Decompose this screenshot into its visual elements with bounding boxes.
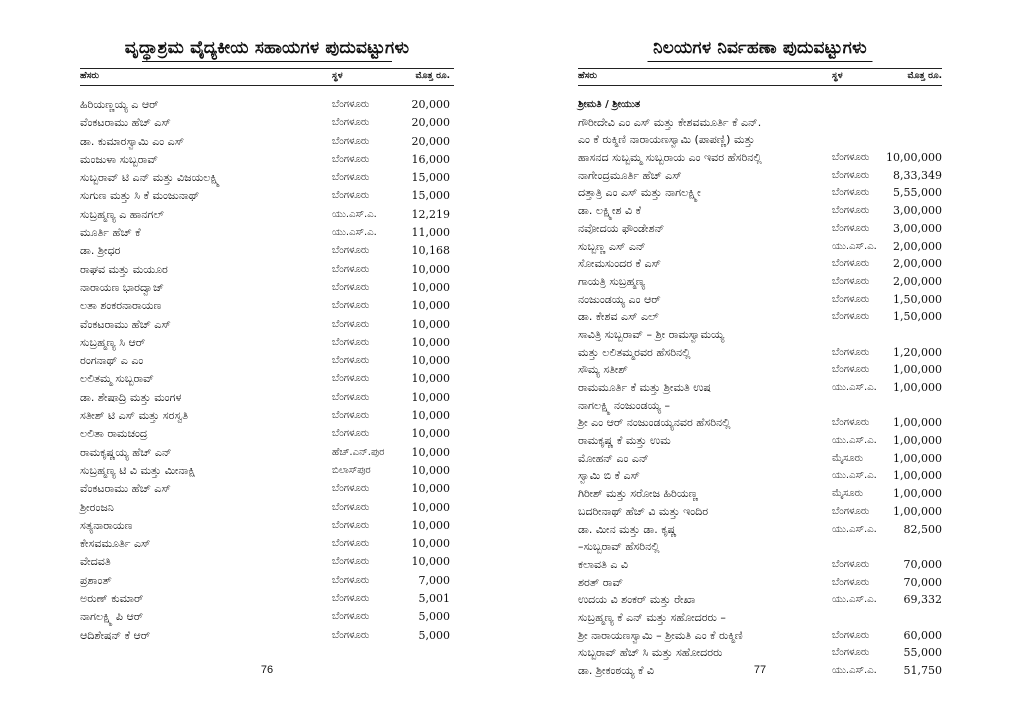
donation-amount: 15,000	[411, 171, 450, 185]
table-row	[578, 450, 942, 468]
donor-name: ಮೋಹನ್ ಎಂ ಎನ್	[578, 451, 649, 465]
donor-place: ಬೆಂಗಳೂರು	[832, 222, 870, 234]
table-row	[578, 184, 942, 202]
table-row	[80, 316, 454, 334]
donation-amount: 69,332	[903, 593, 942, 607]
donor-place: ಯು.ಎಸ್.ಎ.	[832, 470, 877, 482]
donor-name: ಆದಿಶೇಷನ್ ಕೆ ಆರ್	[80, 628, 151, 642]
donor-place: ಬೆಂಗಳೂರು	[332, 483, 370, 495]
header-place: ಸ್ಥಳ	[332, 71, 343, 81]
donor-place: ಯು.ಎಸ್.ಎ.	[832, 382, 877, 393]
table-row	[80, 480, 454, 498]
table-row	[80, 517, 454, 535]
donor-name: ಉದಯ ವಿ ಶಂಕರ್ ಮತ್ತು ರೇಖಾ	[578, 593, 696, 607]
donor-name: ಮಂಜುಳಾ ಸುಬ್ಬರಾವ್	[80, 152, 158, 166]
donation-amount: 1,50,000	[893, 310, 942, 324]
table-row	[80, 553, 454, 571]
table-row	[80, 535, 454, 553]
donation-amount: 10,000	[411, 409, 450, 423]
donor-name: ಡಾ. ಕುಮಾರಸ್ವಾಮಿ ಎಂ ಎಸ್	[80, 134, 185, 148]
donor-place: ಬೆಂಗಳೂರು	[332, 410, 370, 422]
donation-amount: 12,219	[411, 207, 450, 221]
donation-amount: 51,750	[903, 664, 942, 677]
donation-amount: 70,000	[903, 557, 942, 571]
donor-name: ಕಲಾವತಿ ಎ ವಿ	[578, 557, 629, 571]
donation-amount: 2,00,000	[893, 239, 942, 253]
donor-place: ಬೆಂಗಳೂರು	[332, 318, 370, 330]
donation-amount: 10,000	[411, 262, 450, 276]
donor-place: ಬೆಂಗಳೂರು	[832, 258, 870, 270]
table-row	[578, 220, 942, 238]
table-row	[578, 167, 942, 185]
donor-name: ಶ್ರೀರಂಜನಿ	[80, 500, 114, 514]
donation-amount: 10,000	[411, 445, 450, 459]
donation-amount: 20,000	[411, 134, 450, 148]
donor-place: ಬೆಂಗಳೂರು	[332, 593, 370, 605]
donor-place: ಬೆಂಗಳೂರು	[832, 293, 870, 305]
donation-amount: 10,000	[411, 317, 450, 331]
donor-place: ಬೆಂಗಳೂರು	[832, 187, 870, 199]
donation-amount: 1,00,000	[893, 487, 942, 501]
donor-place: ಬೆಂಗಳೂರು	[332, 355, 370, 367]
donor-place: ಬೆಂಗಳೂರು	[832, 576, 870, 588]
donation-amount: 5,55,000	[893, 186, 942, 200]
table-row	[578, 326, 942, 344]
donor-name: ಗಿರೀಶ್ ಮತ್ತು ಸರೋಜ ಹಿರಿಯಣ್ಣ	[578, 487, 698, 501]
donor-name: ನಾಗಲಕ್ಷ್ಮಿ ನಂಜುಂಡಯ್ಯ –	[578, 398, 670, 412]
donor-name: ಸತೀಶ್ ಟಿ ಎಸ್ ಮತ್ತು ಸರಸ್ವತಿ	[80, 409, 189, 423]
donor-place: ಬೆಂಗಳೂರು	[332, 117, 370, 129]
donor-place: ಬೆಂಗಳೂರು	[832, 417, 870, 429]
donation-amount: 1,00,000	[893, 469, 942, 483]
table-row	[80, 444, 454, 462]
table-row	[80, 370, 454, 388]
donor-place: ಬೆಂಗಳೂರು	[832, 505, 870, 517]
donor-name: ಶ್ರೀ ನಾರಾಯಣಸ್ವಾಮಿ – ಶ್ರೀಮತಿ ಎಂ ಕೆ ರುಕ್ಮಿಣಿ	[578, 628, 743, 642]
donation-amount: 20,000	[411, 98, 450, 111]
donor-place: ಬೆಂಗಳೂರು	[332, 190, 370, 202]
donation-amount: 10,168	[411, 244, 450, 258]
donor-name: ಡಾ. ಲಕ್ಷ್ಮೀಶ ವಿ ಕೆ	[578, 204, 642, 218]
donor-name: ಶರತ್ ರಾವ್	[578, 575, 624, 589]
donor-place: ಬೆಂಗಳೂರು	[332, 153, 370, 165]
donor-place: ಬೆಂಗಳೂರು	[332, 611, 370, 623]
table-row	[578, 397, 942, 415]
donor-name: ರಾಘವ ಮತ್ತು ಮಯೂರ	[80, 262, 168, 276]
donation-amount: 16,000	[411, 152, 450, 166]
donor-place: ಯು.ಎಸ್.ಎ.	[832, 240, 877, 252]
donor-place: ಬೆಂಗಳೂರು	[332, 391, 370, 403]
donation-amount: 82,500	[903, 522, 942, 536]
donation-amount: 10,000	[411, 555, 450, 569]
donor-name: ವೆಂಕಟರಾಮು ಹೆಚ್ ಎಸ್	[80, 482, 171, 496]
table-header	[80, 68, 454, 86]
donation-amount: 10,000	[411, 537, 450, 551]
donation-amount: 10,000	[411, 280, 450, 294]
table-row	[578, 503, 942, 521]
page-number: 77	[753, 664, 767, 676]
donor-place: ಮೈಸೂರು	[832, 488, 864, 500]
donor-place: ಯು.ಎಸ್.ಎ.	[832, 594, 877, 606]
donor-place: ಬೆಂಗಳೂರು	[832, 346, 870, 358]
donor-name: ಮೂರ್ತಿ ಹೆಚ್ ಕೆ	[80, 226, 141, 240]
table-row	[578, 414, 942, 432]
donor-place: ಬೆಂಗಳೂರು	[332, 629, 370, 641]
donation-amount: 70,000	[903, 575, 942, 589]
table-row	[578, 485, 942, 503]
donor-place: ಬೆಂಗಳೂರು	[332, 428, 370, 440]
donor-place: ಬೆಂಗಳೂರು	[332, 172, 370, 184]
table-row	[578, 238, 942, 256]
donor-name: ನಂಜುಂಡಯ್ಯ ಎಂ ಆರ್	[578, 292, 661, 306]
donor-name: ಡಾ. ಮೀನ ಮತ್ತು ಡಾ. ಕೃಷ್ಣ	[578, 522, 677, 536]
table-row	[578, 521, 942, 539]
donor-place: ಯು.ಎಸ್.ಎ.	[332, 227, 377, 239]
donation-amount: 10,000	[411, 500, 450, 514]
donor-name: ಲಲಿತಾ ರಾಮಚಂದ್ರ	[80, 427, 148, 441]
donor-name: ಅರುಣ್ ಕುಮಾರ್	[80, 592, 144, 606]
donation-amount: 1,00,000	[893, 381, 942, 394]
donor-name: ಸುಗುಣ ಮತ್ತು ಸಿ ಕೆ ಮಂಜುನಾಥ್	[80, 189, 200, 203]
table-row	[80, 114, 454, 132]
table-row	[578, 308, 942, 326]
table-row	[80, 224, 454, 242]
donation-amount: 5,001	[418, 592, 450, 606]
donor-place: ಬೆಂಗಳೂರು	[332, 99, 370, 110]
donor-name: ಹಾಸನದ ಸುಬ್ಬಮ್ಮ ಸುಬ್ಬರಾಯ ಎಂ ಇವರ ಹೆಸರಿನಲ್ಲಿ	[578, 151, 762, 165]
table-row	[578, 609, 942, 627]
table-row	[578, 273, 942, 291]
donor-name: ವೆಂಕಟರಾಮು ಹೆಚ್ ಎಸ್	[80, 317, 171, 331]
donor-name: ಸೌಮ್ಯ ಸತೀಶ್	[578, 363, 628, 377]
header-amount: ಮೊತ್ತ ರೂ.	[415, 71, 450, 81]
donor-name: ರಾಮಕೃಷ್ಣಯ್ಯ ಹೆಚ್ ಎನ್	[80, 445, 172, 459]
donor-name: ಡಾ. ಶ್ರೀಧರ	[80, 244, 121, 258]
header-name: ಹೆಸರು	[578, 71, 597, 81]
header-amount: ಮೊತ್ತ ರೂ.	[907, 71, 942, 81]
page-title: ನಿಲಯಗಳ ನಿರ್ವಹಣಾ ಪುದುವಟ್ಟುಗಳು	[578, 38, 942, 58]
donor-place: ಬೆಂಗಳೂರು	[332, 300, 370, 312]
right-page	[578, 0, 942, 724]
table-header	[578, 68, 942, 86]
donor-place: ಬೆಂಗಳೂರು	[832, 311, 870, 323]
donor-place: ಬೆಂಗಳೂರು	[332, 281, 370, 293]
donor-name: ರಾಮಮೂರ್ತಿ ಕೆ ಮತ್ತು ಶ್ರೀಮತಿ ಉಷ	[578, 381, 711, 394]
table-row	[80, 499, 454, 517]
table-row	[80, 352, 454, 370]
table-row	[80, 206, 454, 224]
table-row	[578, 467, 942, 485]
donation-amount: 5,000	[418, 628, 450, 642]
donor-name: ಸುಬ್ರಹ್ಮಣ್ಯ ಕೆ ಎನ್ ಮತ್ತು ಸಹೋದರರು –	[578, 610, 726, 624]
donor-place: ಬೆಂಗಳೂರು	[832, 152, 870, 164]
donor-place: ಬೆಂಗಳೂರು	[832, 558, 870, 570]
donor-name: ಶ್ರೀಮತಿ / ಶ್ರೀಯುತ	[578, 99, 641, 110]
donor-name: ಕೇಸವಮೂರ್ತಿ ಎಸ್	[80, 537, 151, 551]
donation-amount: 1,20,000	[893, 345, 942, 359]
table-row	[578, 361, 942, 379]
donor-name: ಸುಬ್ರಹ್ಮಣ್ಯ ಎ ಹಾನಗಲ್	[80, 207, 165, 221]
donation-amount: 10,00,000	[886, 151, 942, 165]
donor-place: ಯು.ಎಸ್.ಎ.	[832, 523, 877, 535]
donor-name: ಡಾ. ಶೇಷಾದ್ರಿ ಮತ್ತು ಮಂಗಳ	[80, 390, 182, 404]
donation-amount: 10,000	[411, 390, 450, 404]
donation-amount: 1,00,000	[893, 434, 942, 448]
donor-name: ವೆಂಕಟರಾಮು ಹೆಚ್ ಎಸ್	[80, 116, 171, 130]
donation-amount: 1,00,000	[893, 363, 942, 377]
table-row	[80, 608, 454, 626]
donor-name: ಲಲಿತಮ್ಮ ಸುಬ್ಬರಾವ್	[80, 372, 154, 386]
donation-amount: 11,000	[411, 226, 450, 240]
donor-name: ಸುಬ್ರಹ್ಮಣ್ಯ ಸಿ ಆರ್	[80, 335, 146, 349]
table-row	[578, 432, 942, 450]
donor-place: ಬೆಂಗಳೂರು	[832, 205, 870, 217]
table-row	[578, 114, 942, 132]
table-row	[80, 297, 454, 315]
donor-name: ಬದರೀನಾಥ್ ಹೆಚ್ ವಿ ಮತ್ತು ಇಂದಿರ	[578, 504, 709, 518]
table-row	[578, 591, 942, 609]
donation-amount: 1,50,000	[893, 292, 942, 306]
donor-name: ಲತಾ ಶಂಕರನಾರಾಯಣ	[80, 299, 162, 313]
donor-name: ಹಿರಿಯಣ್ಣಯ್ಯ ಎ ಆರ್	[80, 98, 159, 111]
table-row	[578, 379, 942, 397]
donation-amount: 1,00,000	[893, 451, 942, 465]
donor-place: ಬೆಂಗಳೂರು	[332, 538, 370, 550]
table-row	[578, 538, 942, 556]
donor-name: –ಸುಬ್ಬರಾವ್ ಹೆಸರಿನಲ್ಲಿ	[578, 540, 660, 554]
donation-amount: 55,000	[903, 646, 942, 660]
table-row	[578, 627, 942, 645]
donation-table	[578, 96, 942, 680]
table-row	[80, 169, 454, 187]
table-row	[578, 644, 942, 662]
donation-amount: 1,00,000	[893, 504, 942, 518]
donor-name: ಶ್ರೀ ಎಂ ಆರ್ ನಂಜುಂಡಯ್ಯನವರ ಹೆಸರಿನಲ್ಲಿ	[578, 416, 731, 430]
table-row	[80, 151, 454, 169]
page-number: 76	[260, 664, 274, 676]
table-row	[80, 334, 454, 352]
donor-place: ಹೆಚ್.ಎನ್.ಪುರ	[332, 446, 385, 458]
left-page	[80, 0, 454, 724]
donation-amount: 10,000	[411, 354, 450, 368]
donation-amount: 2,00,000	[893, 257, 942, 271]
table-row	[80, 242, 454, 260]
donor-place: ಯು.ಎಸ್.ಎ.	[332, 208, 377, 220]
donor-place: ಬೆಂಗಳೂರು	[332, 336, 370, 348]
donor-place: ಬೆಂಗಳೂರು	[832, 364, 870, 376]
donation-amount: 10,000	[411, 482, 450, 496]
donor-name: ಸ್ವಾಮಿ ಬಿ ಕೆ ಎಸ್	[578, 469, 640, 483]
donor-place: ಬೆಂಗಳೂರು	[332, 245, 370, 257]
donor-place: ಬೆಂಗಳೂರು	[332, 556, 370, 568]
donor-name: ನಾಗೇಂದ್ರಮೂರ್ತಿ ಹೆಚ್ ಎಸ್	[578, 168, 682, 182]
donor-place: ಬೆಂಗಳೂರು	[332, 574, 370, 586]
donor-name: ಸೋಮಸುಂದರ ಕೆ ಎಸ್	[578, 257, 661, 271]
donor-name: ಸತ್ಯನಾರಾಯಣ	[80, 518, 133, 532]
donor-name: ಎಂ ಕೆ ರುಕ್ಮಿಣಿ ನಾರಾಯಣಸ್ವಾಮಿ (ಪಾಪಣ್ಣಿ) ಮತ್ತು	[578, 133, 755, 147]
table-row	[578, 556, 942, 574]
table-row	[80, 279, 454, 297]
donor-name: ವೇದವತಿ	[80, 555, 111, 569]
header-name: ಹೆಸರು	[80, 71, 99, 81]
table-row	[80, 627, 454, 645]
donor-place: ಬಿಲಾಸ್‌ಪುರ	[332, 464, 371, 476]
section-heading	[578, 96, 942, 114]
donor-name: ಡಾ. ಶ್ರೀಕಂಠಯ್ಯ ಕೆ ವಿ	[578, 664, 654, 677]
donation-amount: 3,00,000	[893, 221, 942, 235]
donation-amount: 20,000	[411, 116, 450, 130]
donation-amount: 1,00,000	[893, 416, 942, 430]
donation-amount: 10,000	[411, 372, 450, 386]
table-row	[80, 133, 454, 151]
donor-place: ಬೆಂಗಳೂರು	[332, 135, 370, 147]
donor-name: ಸುಬ್ರಹ್ಮಣ್ಯ ಟಿ ವಿ ಮತ್ತು ಮೀನಾಕ್ಷಿ	[80, 463, 196, 477]
donor-place: ಯು.ಎಸ್.ಎ.	[832, 665, 877, 676]
table-row	[578, 291, 942, 309]
donor-place: ಬೆಂಗಳೂರು	[832, 169, 870, 181]
donor-place: ಬೆಂಗಳೂರು	[332, 373, 370, 385]
donation-amount: 3,00,000	[893, 204, 942, 218]
table-row	[80, 187, 454, 205]
table-row	[578, 574, 942, 592]
donor-place: ಬೆಂಗಳೂರು	[332, 501, 370, 513]
donor-name: ಮತ್ತು ಲಲಿತಮ್ಮರವರ ಹೆಸರಿನಲ್ಲಿ	[578, 345, 691, 359]
donor-place: ಮೈಸೂರು	[832, 452, 864, 464]
donor-name: ನಾಗಲಕ್ಷ್ಮಿ ಪಿ ಆರ್	[80, 610, 144, 624]
donation-amount: 10,000	[411, 299, 450, 313]
donor-name: ಸುಬ್ಬರಾವ್ ಟಿ ಎನ್ ಮತ್ತು ವಿಜಯಲಕ್ಷ್ಮಿ	[80, 171, 220, 185]
donation-table	[80, 96, 454, 645]
donation-amount: 10,000	[411, 427, 450, 441]
donor-name: ಗೌರೀದೇವಿ ಎಂ ಎಸ್ ಮತ್ತು ಕೇಶವಮೂರ್ತಿ ಕೆ ಎನ್.	[578, 115, 762, 129]
donor-name: ನಾರಾಯಣ ಭಾರದ್ವಾಜ್	[80, 280, 164, 294]
table-row	[80, 590, 454, 608]
table-row	[80, 96, 454, 114]
donation-amount: 2,00,000	[893, 274, 942, 288]
donor-name: ಸುಬ್ಬರಾವ್ ಹೆಚ್ ಸಿ ಮತ್ತು ಸಹೋದರರು	[578, 646, 723, 660]
table-row	[578, 202, 942, 220]
page-title: ವೃದ್ಧಾಶ್ರಮ ವೈದ್ಯಕೀಯ ಸಹಾಯಗಳ ಪುದುವಟ್ಟುಗಳು	[80, 38, 454, 58]
header-place: ಸ್ಥಳ	[832, 71, 843, 81]
donation-amount: 8,33,349	[893, 168, 942, 182]
table-row	[80, 425, 454, 443]
donor-name: ನವೋದಯ ಫೌಂಡೇಶನ್	[578, 221, 665, 235]
donor-name: ಸಾವಿತ್ರಿ ಸುಬ್ಬರಾವ್ – ಶ್ರೀ ರಾಮಸ್ವಾಮಯ್ಯ	[578, 327, 725, 341]
table-row	[80, 462, 454, 480]
table-row	[578, 131, 942, 149]
donation-amount: 60,000	[903, 628, 942, 642]
donation-amount: 5,000	[418, 610, 450, 624]
donation-amount: 15,000	[411, 189, 450, 203]
table-row	[80, 572, 454, 590]
donor-name: ರಂಗನಾಥ್ ಎ ಎಂ	[80, 354, 144, 368]
table-row	[578, 344, 942, 362]
donor-place: ಬೆಂಗಳೂರು	[332, 519, 370, 531]
donor-place: ಬೆಂಗಳೂರು	[832, 275, 870, 287]
table-row	[80, 389, 454, 407]
table-row	[578, 149, 942, 167]
table-row	[80, 407, 454, 425]
donation-amount: 10,000	[411, 335, 450, 349]
table-row	[578, 255, 942, 273]
donor-name: ಗಾಯತ್ರಿ ಸುಬ್ರಹ್ಮಣ್ಯ	[578, 274, 646, 288]
donor-name: ಸುಬ್ಬಣ್ಣ ಎಸ್ ಎನ್	[578, 239, 646, 253]
donor-name: ಡಾ. ಕೇಶವ ಎಸ್ ಎಲ್	[578, 310, 659, 324]
table-row	[80, 261, 454, 279]
donor-place: ಯು.ಎಸ್.ಎ.	[832, 435, 877, 447]
donation-amount: 10,000	[411, 518, 450, 532]
donor-place: ಬೆಂಗಳೂರು	[332, 263, 370, 275]
donor-name: ಪ್ರಶಾಂತ್	[80, 573, 112, 587]
donor-name: ರಾಮಕೃಷ್ಣ ಕೆ ಮತ್ತು ಉಮ	[578, 434, 671, 448]
donor-name: ದತ್ತಾತ್ರಿ ಎಂ ಎಸ್ ಮತ್ತು ನಾಗಲಕ್ಷ್ಮೀ	[578, 186, 701, 200]
donation-amount: 7,000	[418, 573, 450, 587]
donation-amount: 10,000	[411, 463, 450, 477]
donor-place: ಬೆಂಗಳೂರು	[832, 629, 870, 641]
donor-place: ಬೆಂಗಳೂರು	[832, 647, 870, 659]
